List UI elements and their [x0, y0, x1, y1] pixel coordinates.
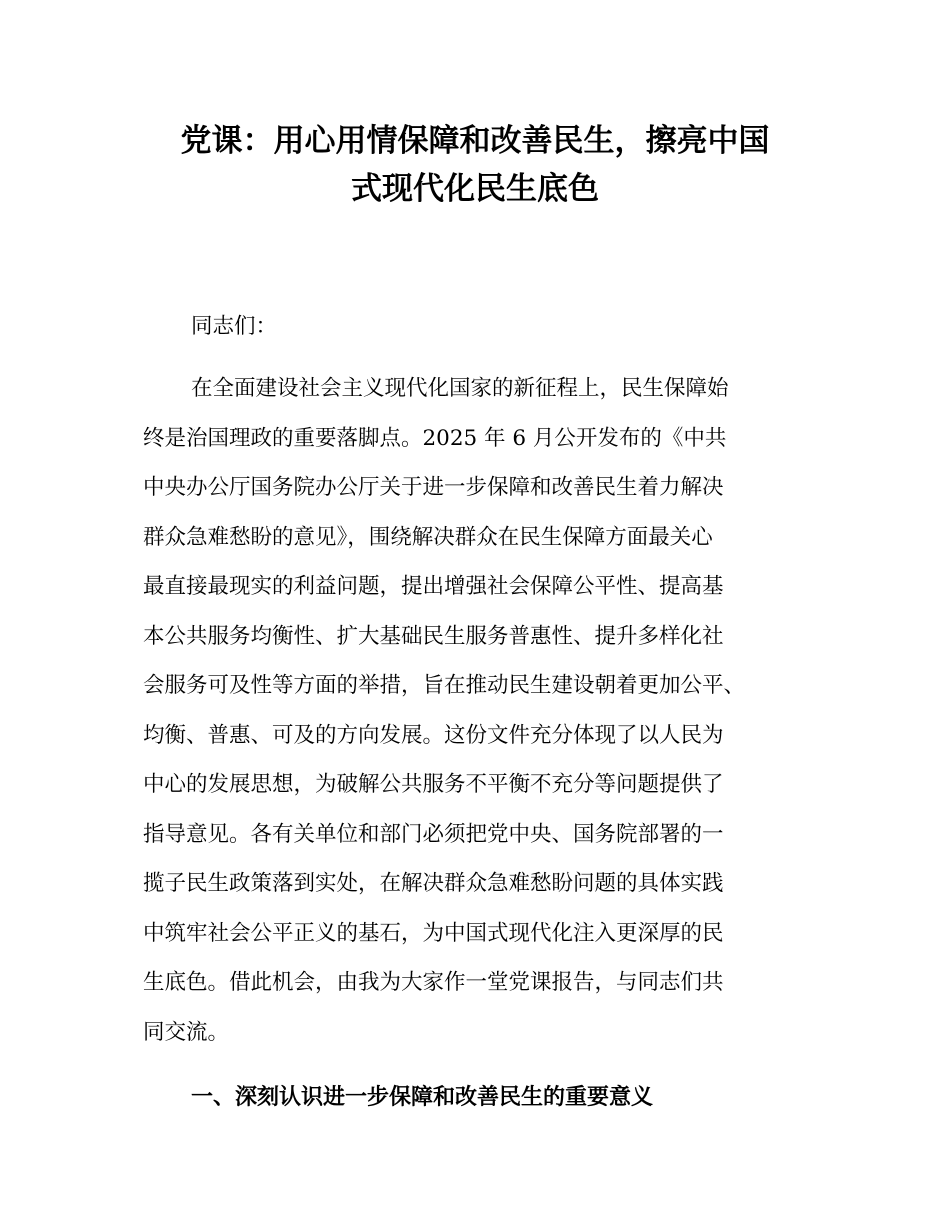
document-title-line-2: 式现代化民生底色 [351, 171, 599, 207]
intro-paragraph [143, 364, 811, 1057]
document-title-line-1: 党课：用心用情保障和改善民生，擦亮中国 [180, 123, 770, 159]
paragraph-line: 中心的发展思想，为破解公共服务不平衡不充分等问题提供了 [143, 772, 724, 797]
paragraph-line: 揽子民生政策落到实处，在解决群众急难愁盼问题的具体实践 [143, 871, 724, 896]
paragraph-line: 终是治国理政的重要落脚点。2025 年 6 月公开发布的《中共 [143, 425, 727, 451]
paragraph-line: 本公共服务均衡性、扩大基础民生服务普惠性、提升多样化社 [143, 623, 724, 649]
paragraph-line: 在全面建设社会主义现代化国家的新征程上，民生保障始 [191, 376, 729, 401]
paragraph-line: 群众急难愁盼的意见》，围绕解决群众在民生保障方面最关心 [143, 524, 713, 550]
paragraph-line: 中筑牢社会公平正义的基石，为中国式现代化注入更深厚的民 [143, 920, 724, 946]
greeting: 同志们： [191, 314, 278, 339]
paragraph-line: 会服务可及性等方面的举措，旨在推动民生建设朝着更加公平、 [143, 673, 746, 698]
paragraph-line: 均衡、普惠、可及的方向发展。这份文件充分体现了以人民为 [143, 722, 724, 748]
paragraph-line: 指导意见。各有关单位和部门必须把党中央、国务院部署的一 [143, 821, 724, 847]
paragraph-line: 中央办公厅国务院办公厅关于进一步保障和改善民生着力解决 [143, 475, 724, 500]
section-heading: 一、深刻认识进一步保障和改善民生的重要意义 [191, 1085, 654, 1110]
paragraph-line: 同交流。 [143, 1019, 230, 1045]
paragraph-line: 生底色。借此机会，由我为大家作一堂党课报告，与同志们共 [143, 970, 724, 995]
paragraph-line: 最直接最现实的利益问题，提出增强社会保障公平性、提高基 [143, 574, 724, 599]
